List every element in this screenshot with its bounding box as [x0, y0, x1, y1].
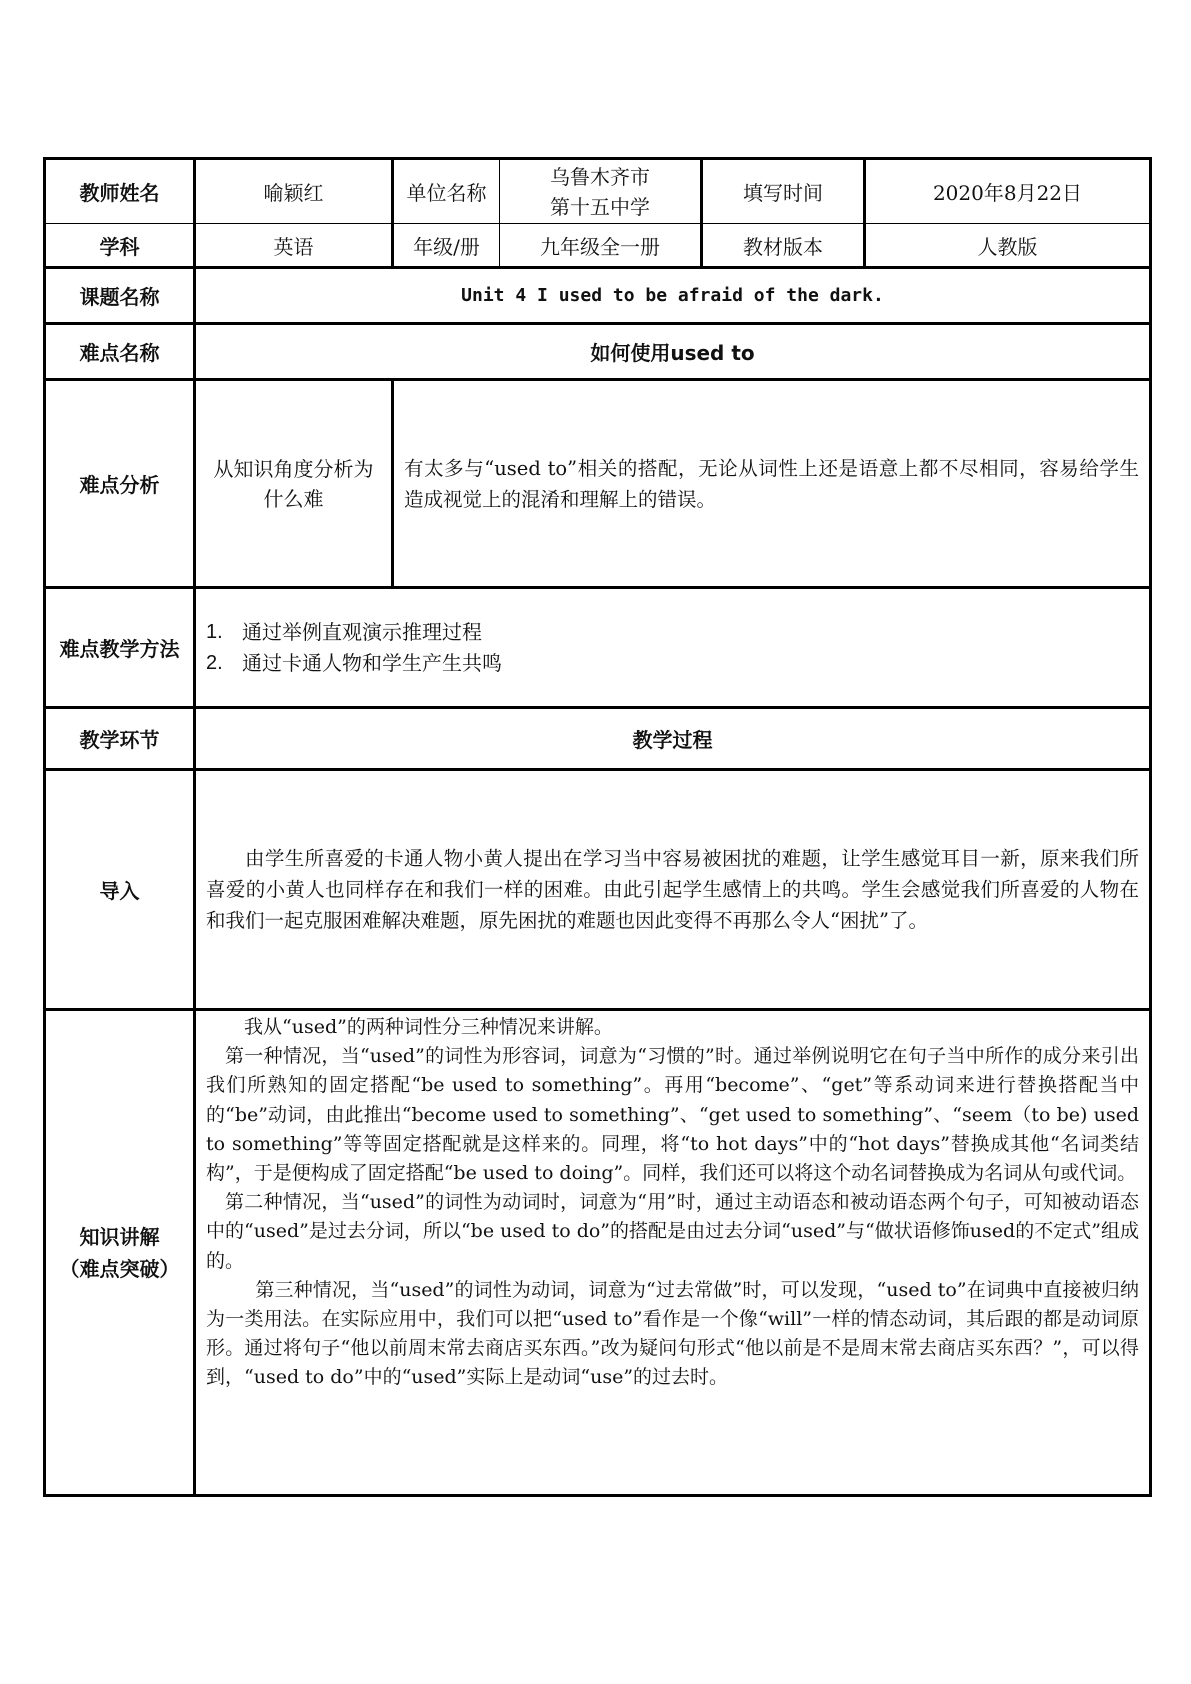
intro-cell: [195, 770, 1151, 1010]
explain-paragraph-4: 第三种情况，当“used”的词性为动词，词意为“过去常做”时，可以发现，“used to”在词典中直接被归纳为一类用法。在实际应用中，我们可以把“used to”看作是一个像“will”一样的情态动词，其后跟的都是动词原形。通过将句子“他以前周末常去商店买东西。”改为疑问句形式“他以前是不是周末常去商店买东西？”，可以得到，“used to do”中的“used”实际上是动词“use”的过去时。: [206, 1278, 1139, 1389]
analysis-sub-label-line1: 从知识角度分析为: [213, 456, 374, 481]
list-item-number: 1.: [206, 620, 223, 643]
explain-paragraph-2: 第一种情况，当“used”的词性为形容词，词意为“习惯的”时。通过举例说明它在句子当中所作的成分来引出我们所熟知的固定搭配“be used to something”。再用“become”、“get”等系动词来进行替换搭配当中的“be”动词，由此推出“become used to something”、“get used to something”、“seem（to be) used to something”等等固定搭配就是这样来的。同理，将“to hot days”中的“hot days”替换成其他“名词类结构”，于是便构成了固定搭配“be used to doing”。同样，我们还可以将这个动名词替换成为名词从句或代词。: [206, 1045, 1139, 1185]
intro-text: 由学生所喜爱的卡通人物小黄人提出在学习当中容易被困扰的难题，让学生感觉耳目一新，原来我们所喜爱的小黄人也同样存在和我们一样的困难。由此引起学生感情上的共鸣。学生会感觉我们所喜爱的人物在和我们一起克服困难解决难题，原先困扰的难题也因此变得不再那么令人“困扰”了。: [206, 847, 1139, 932]
list-item-text: 通过卡通人物和学生产生共鸣: [242, 650, 502, 675]
grade-label: 年级/册: [393, 224, 500, 268]
explain-label-line1: 知识讲解: [79, 1224, 160, 1249]
lesson-plan-sheet: [43, 157, 1149, 1497]
fill-date-label: 填写时间: [702, 159, 865, 224]
list-item-text: 通过举例直观演示推理过程: [242, 619, 482, 644]
method-label: 难点教学方法: [45, 588, 195, 708]
list-item: [206, 617, 1139, 648]
grade-value: 九年级全一册: [500, 224, 702, 268]
difficulty-value: 如何使用used to: [195, 324, 1151, 380]
analysis-text-cell: [393, 380, 1151, 588]
edition-label: 教材版本: [702, 224, 865, 268]
explain-text: [196, 1013, 1149, 1393]
list-item-number: 2.: [206, 651, 223, 674]
explain-label-line2: （难点突破）: [59, 1256, 180, 1281]
subject-label: 学科: [45, 224, 195, 268]
topic-label: 课题名称: [45, 268, 195, 324]
analysis-sub-label-line2: 什么难: [263, 486, 324, 511]
topic-value: Unit 4 I used to be afraid of the dark.: [195, 268, 1151, 324]
process-stage-label: 教学环节: [45, 708, 195, 770]
difficulty-label: 难点名称: [45, 324, 195, 380]
analysis-label: 难点分析: [45, 380, 195, 588]
explain-paragraph-1: 我从“used”的两种词性分三种情况来讲解。: [244, 1016, 613, 1038]
unit-name-line2: 第十五中学: [550, 194, 650, 219]
subject-value: 英语: [195, 224, 393, 268]
unit-name-label: 单位名称: [393, 159, 500, 224]
lesson-plan-table: [43, 157, 1152, 1497]
explain-cell: [195, 1010, 1151, 1496]
method-list: [196, 617, 1149, 679]
unit-name-value: [500, 159, 702, 224]
explain-label-cell: [45, 1010, 195, 1496]
explain-paragraph-3: 第二种情况，当“used”的词性为动词时，词意为“用”时，通过主动语态和被动语态两个句子，可知被动语态中的“used”是过去分词，所以“be used to do”的搭配是由过去分词“used”与“做状语修饰used的不定式”组成的。: [206, 1191, 1139, 1272]
intro-label: 导入: [45, 770, 195, 1010]
teacher-name-value: 喻颖红: [195, 159, 393, 224]
analysis-text: 有太多与“used to”相关的搭配，无论从词性上还是语意上都不尽相同，容易给学生造成视觉上的混淆和理解上的错误。: [404, 457, 1139, 511]
process-header-value: 教学过程: [195, 708, 1151, 770]
teacher-name-label: 教师姓名: [45, 159, 195, 224]
fill-date-value: 2020年8月22日: [865, 159, 1151, 224]
method-cell: [195, 588, 1151, 708]
unit-name-line1: 乌鲁木齐市: [550, 164, 650, 189]
analysis-sub-label: [195, 380, 393, 588]
edition-value: 人教版: [865, 224, 1151, 268]
list-item: [206, 648, 1139, 679]
